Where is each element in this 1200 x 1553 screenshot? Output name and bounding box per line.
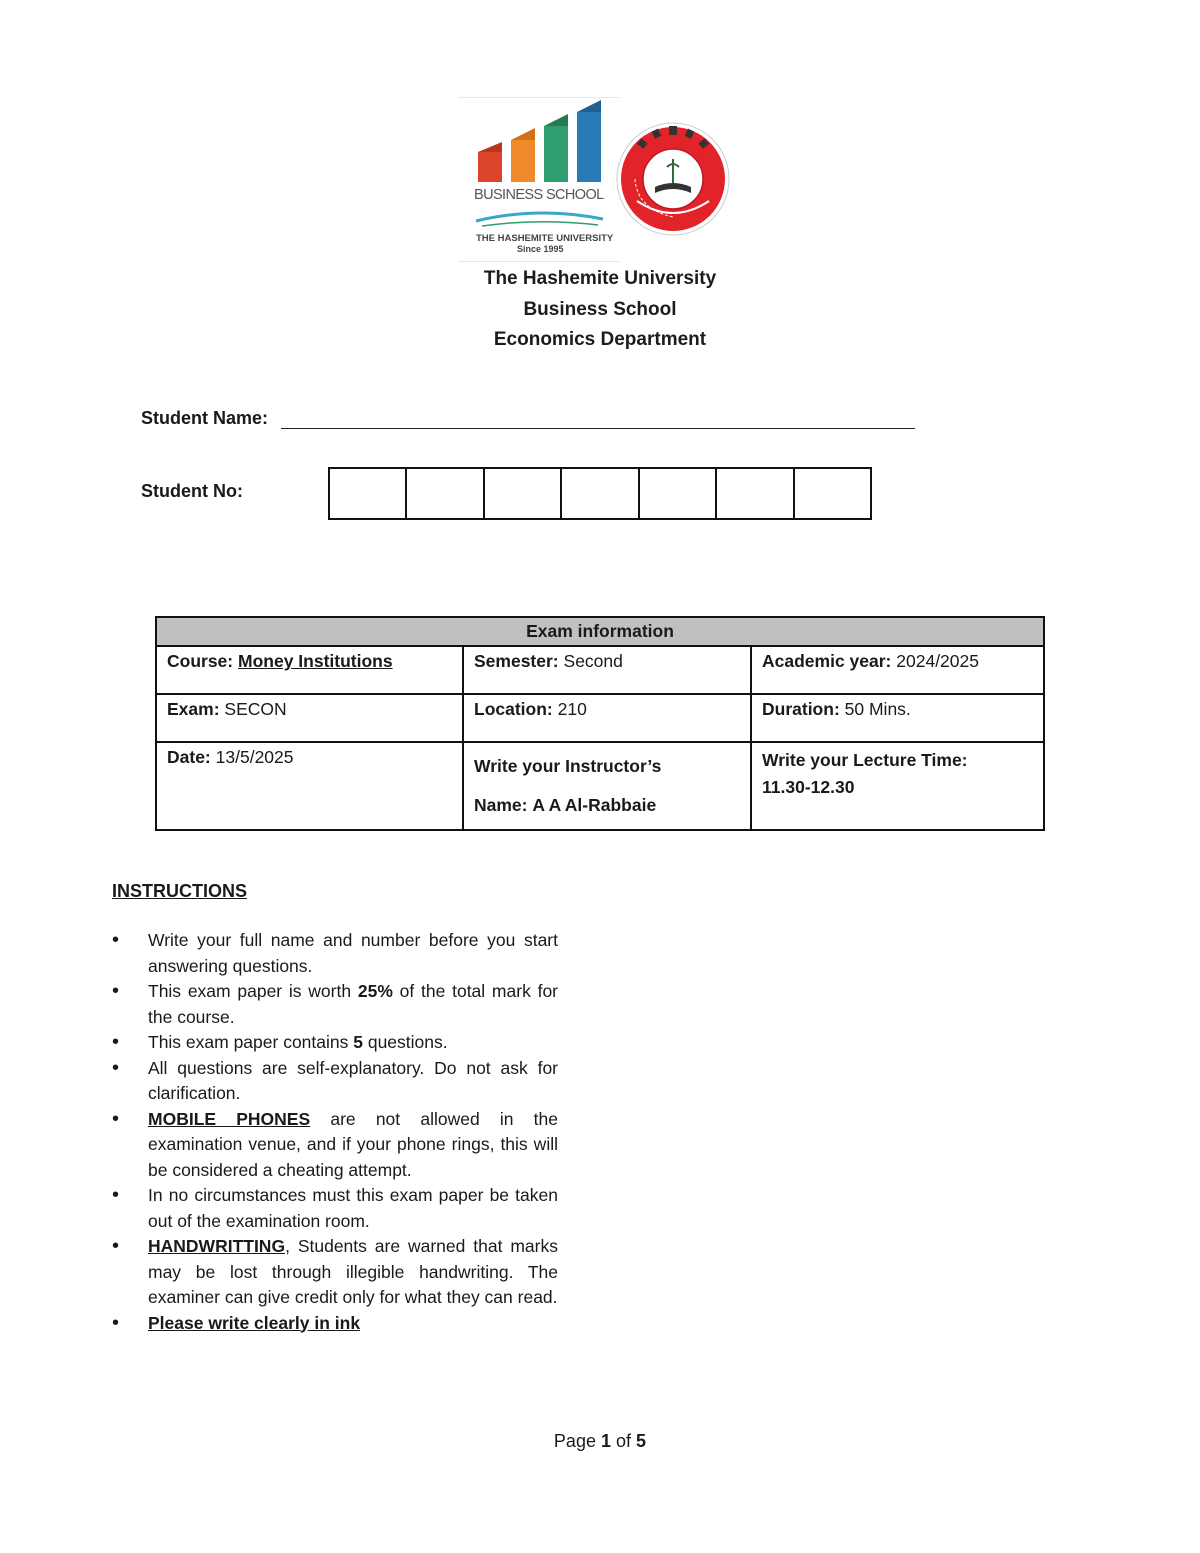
university-caption: THE HASHEMITE UNIVERSITY bbox=[476, 233, 614, 244]
exam-cell bbox=[156, 694, 463, 742]
page-total: 5 bbox=[636, 1431, 647, 1451]
page-current: 1 bbox=[600, 1431, 611, 1451]
school-name: Business School bbox=[523, 298, 677, 320]
duration-value: 50 Mins. bbox=[844, 699, 911, 719]
instruction-item: • This exam paper contains 5 questions. bbox=[112, 1030, 558, 1056]
student-number-box[interactable] bbox=[330, 469, 407, 518]
lecture-time-label: Write your Lecture Time: bbox=[762, 750, 968, 770]
department-name: Economics Department bbox=[493, 329, 707, 350]
student-number-box[interactable] bbox=[640, 469, 717, 518]
instruction-item: • HANDWRITTING, Students are warned that marks may be lost through illegible handwriting. The examiner can give credit only for what they can read. bbox=[112, 1234, 558, 1311]
academic-year-value: 2024/2025 bbox=[896, 651, 979, 671]
semester-label: Semester: bbox=[474, 651, 559, 671]
instructor-value: A A Al-Rabbaie bbox=[532, 795, 657, 815]
instructor-label-line2: Name: bbox=[474, 795, 528, 815]
semester-cell bbox=[463, 646, 751, 694]
university-seal-icon bbox=[615, 121, 731, 237]
instruction-item: • In no circumstances must this exam paper be taken out of the examination room. bbox=[112, 1183, 558, 1234]
instructor-label-line1: Write your Instructor’s bbox=[474, 756, 662, 776]
page-word: Page bbox=[553, 1431, 596, 1451]
location-label: Location: bbox=[474, 699, 553, 719]
of-word: of bbox=[616, 1431, 632, 1451]
duration-cell bbox=[751, 694, 1044, 742]
header-logos bbox=[458, 97, 738, 262]
student-number-label: Student No: bbox=[141, 481, 243, 501]
instructions-list bbox=[112, 928, 558, 1336]
location-cell bbox=[463, 694, 751, 742]
student-name-field[interactable] bbox=[281, 428, 915, 429]
exam-information-table bbox=[155, 616, 1045, 831]
semester-value: Second bbox=[563, 651, 623, 671]
instruction-item: • This exam paper is worth 25% of the total mark for the course. bbox=[112, 979, 558, 1030]
lecture-time-cell bbox=[751, 742, 1044, 830]
student-number-box[interactable] bbox=[562, 469, 639, 518]
student-number-box[interactable] bbox=[795, 469, 870, 518]
institution-header bbox=[0, 264, 1200, 356]
since-caption: Since 1995 bbox=[517, 244, 564, 254]
academic-year-label: Academic year: bbox=[762, 651, 892, 671]
instruction-item: • MOBILE PHONES are not allowed in the examination venue, and if your phone rings, this will be considered a cheating attempt. bbox=[112, 1107, 558, 1184]
exam-label: Exam: bbox=[167, 699, 220, 719]
date-cell bbox=[156, 742, 463, 830]
lecture-time-value: 11.30-12.30 bbox=[762, 777, 855, 797]
student-number-boxes[interactable] bbox=[328, 467, 872, 520]
date-label: Date: bbox=[167, 747, 211, 767]
student-number-box[interactable] bbox=[717, 469, 794, 518]
academic-year-cell bbox=[751, 646, 1044, 694]
instruction-item: • Please write clearly in ink bbox=[112, 1311, 558, 1337]
student-number-box[interactable] bbox=[407, 469, 484, 518]
page-number bbox=[0, 1431, 1200, 1452]
business-school-text: BUSINESS SCHOOL bbox=[474, 187, 604, 203]
student-name-label: Student Name: bbox=[141, 408, 269, 428]
duration-label: Duration: bbox=[762, 699, 840, 719]
instruction-item: • Write your full name and number before you start answering questions. bbox=[112, 928, 558, 979]
business-school-logo bbox=[458, 97, 620, 262]
university-name: The Hashemite University bbox=[483, 268, 717, 289]
exam-value: SECON bbox=[224, 699, 287, 719]
course-label: Course: bbox=[167, 651, 234, 671]
instructor-cell bbox=[463, 742, 751, 830]
course-value: Money Institutions bbox=[238, 651, 393, 671]
date-value: 13/5/2025 bbox=[215, 747, 294, 767]
student-number-box[interactable] bbox=[485, 469, 562, 518]
instructions-title: INSTRUCTIONS bbox=[112, 881, 247, 901]
instruction-item: • All questions are self-explanatory. Do not ask for clarification. bbox=[112, 1056, 558, 1107]
location-value: 210 bbox=[557, 699, 587, 719]
course-cell bbox=[156, 646, 463, 694]
exam-information-title: Exam information bbox=[156, 617, 1044, 646]
